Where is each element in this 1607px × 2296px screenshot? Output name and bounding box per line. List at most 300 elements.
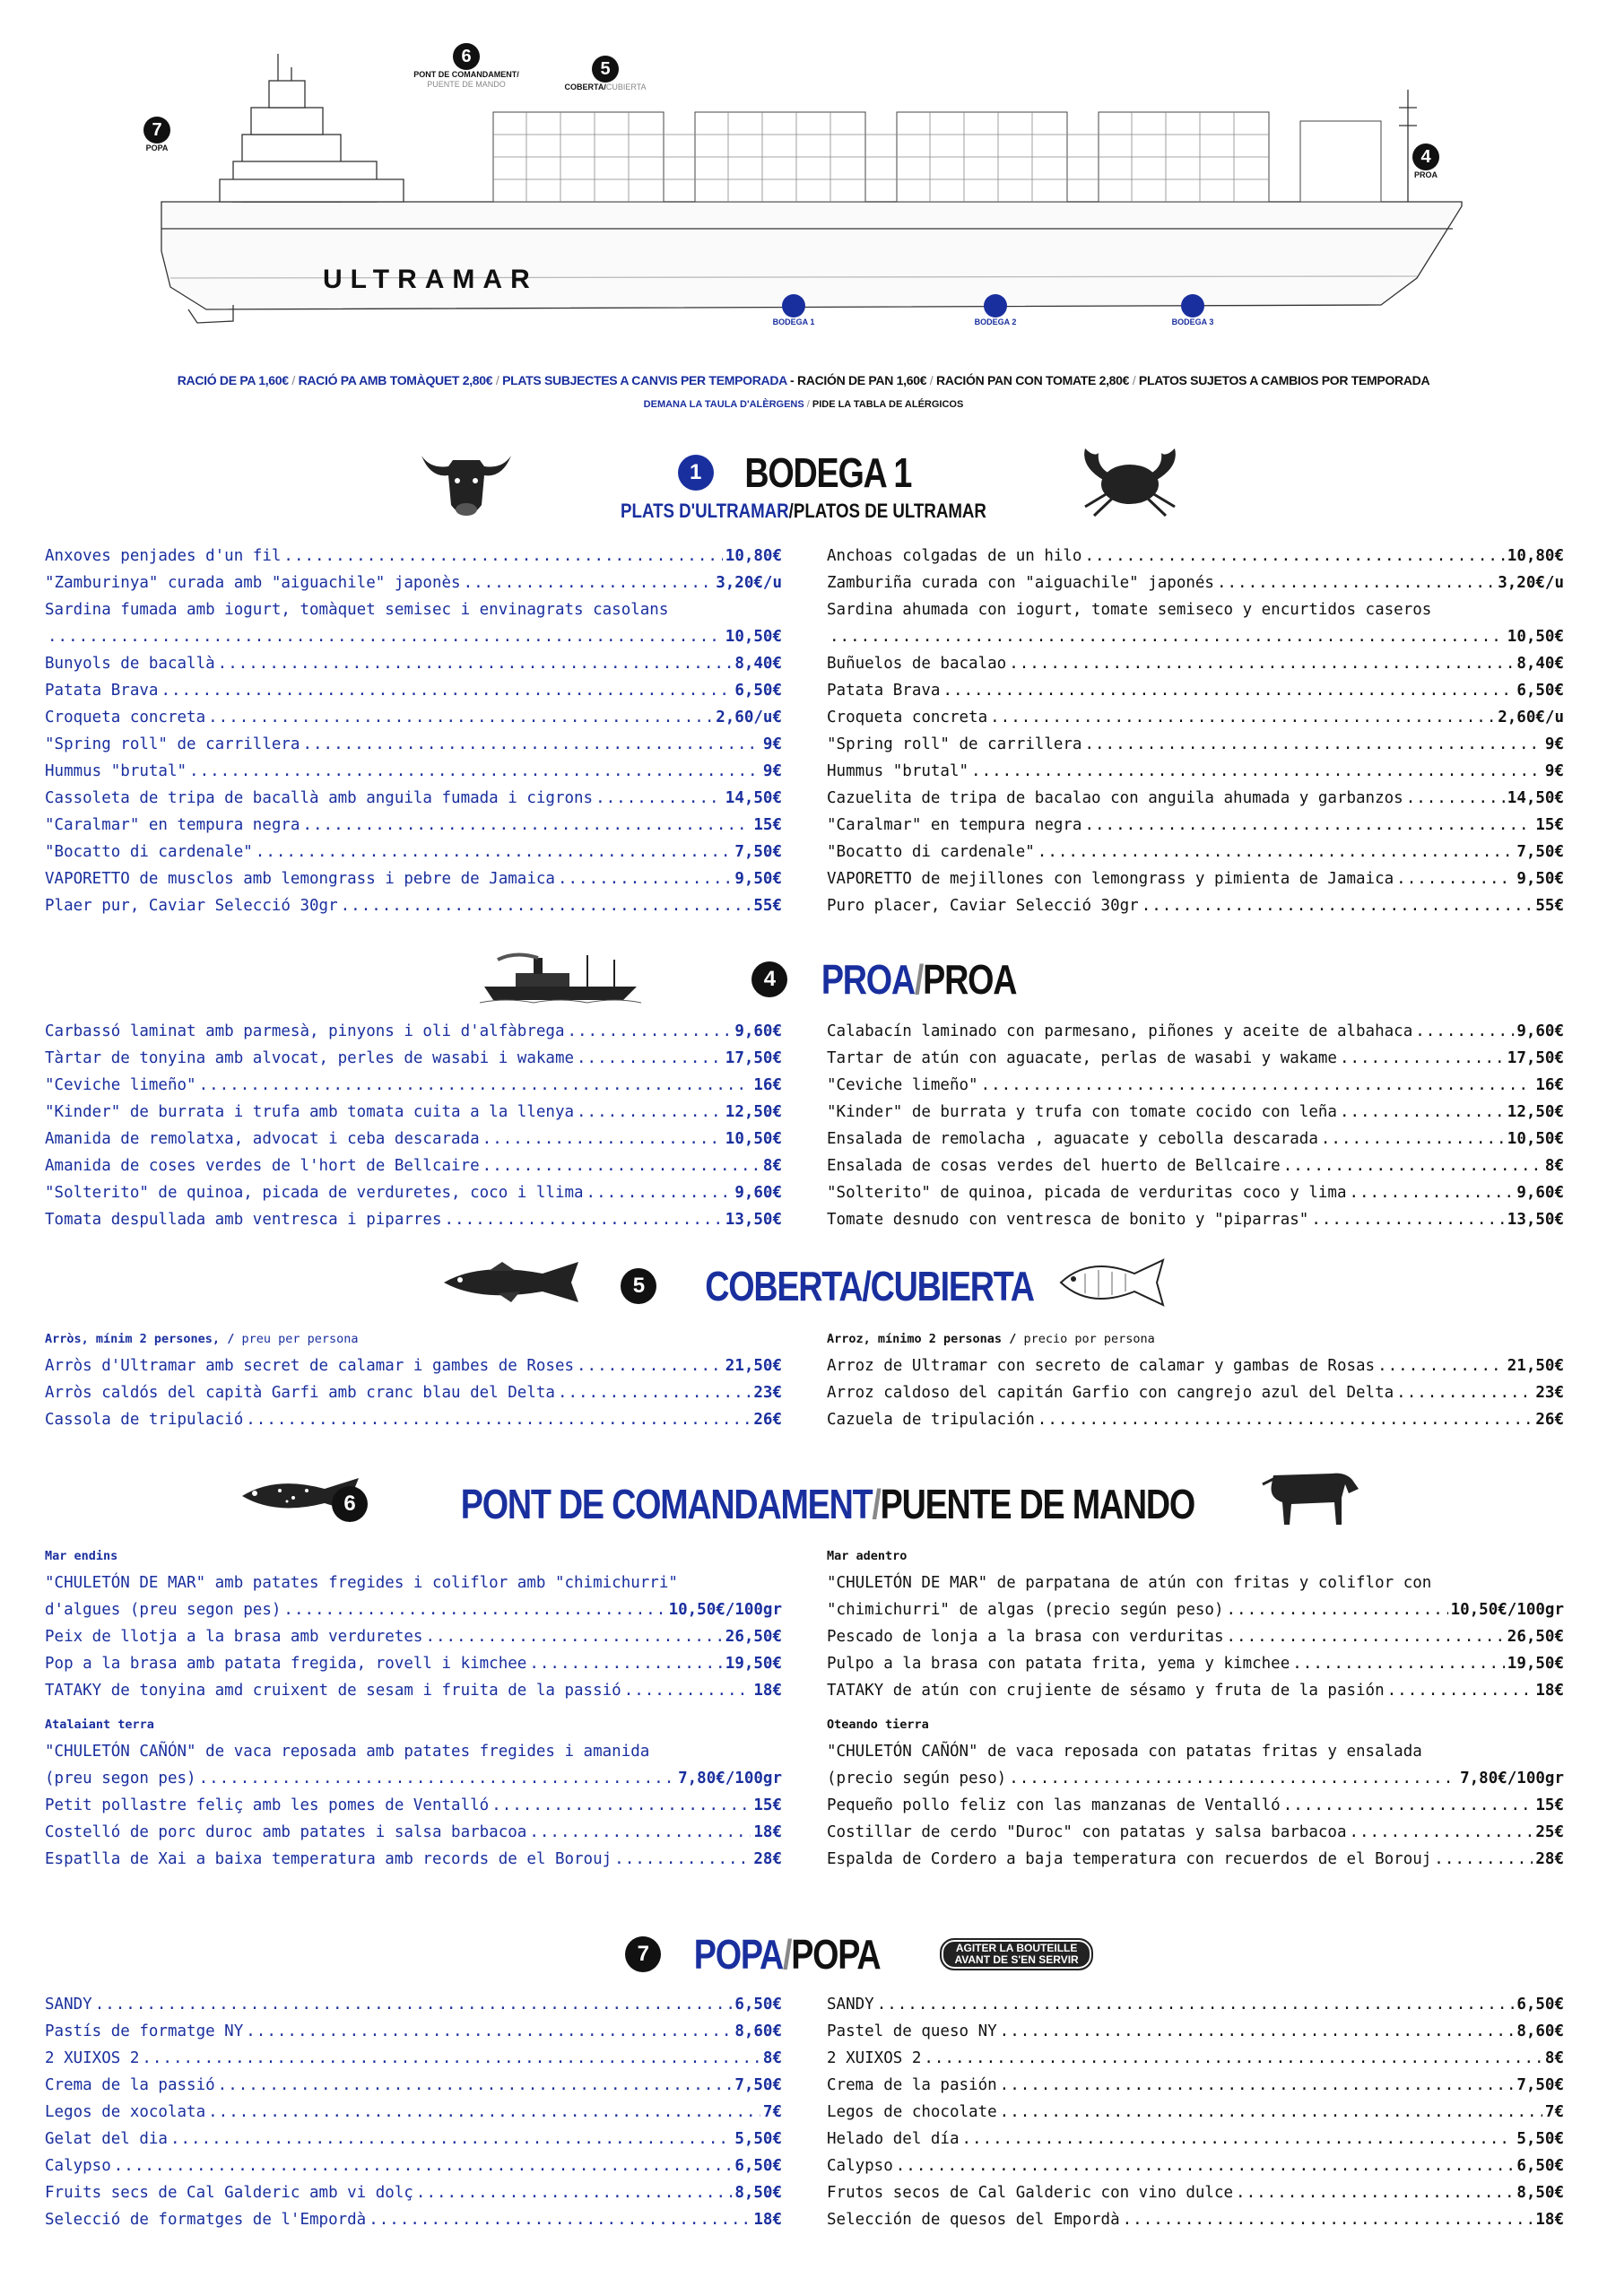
menu-items <box>827 1352 1564 1433</box>
title-text-es: PUENTE DE MANDO <box>880 1481 1195 1527</box>
item-price: 8,50€ <box>734 2184 782 2202</box>
item-name: "Bocatto di cardenale" <box>827 843 1035 861</box>
item-price: 10,50€/100gr <box>1450 1601 1564 1619</box>
item-price: 7,50€ <box>734 843 782 861</box>
menu-item <box>827 1352 1564 1379</box>
leader-dots <box>1084 812 1533 839</box>
menu-item <box>45 1596 782 1623</box>
leader-dots <box>1377 1352 1505 1379</box>
item-name: Costelló de porc duroc amb patates i salsa barbacoa <box>45 1823 527 1841</box>
item-name: Cassoleta de tripa de bacallà amb anguila fumada i cigrons <box>45 789 594 807</box>
leader-dots <box>1227 1623 1505 1650</box>
item-name: (preu segon pes) <box>45 1770 196 1787</box>
menu-item-line <box>827 1570 1564 1596</box>
menu-list-bodega-es <box>827 543 1564 919</box>
menu-item <box>827 1846 1564 1873</box>
menu-item <box>827 543 1564 570</box>
menu-item <box>45 543 782 570</box>
item-name: Pastís de formatge NY <box>45 2022 244 2040</box>
item-price: 8,60€ <box>1516 2022 1564 2040</box>
leader-dots <box>142 2045 760 2072</box>
section-header-pont <box>0 1480 1607 1528</box>
item-price: 10,50€ <box>1507 628 1564 646</box>
item-price: 8€ <box>762 2049 782 2067</box>
item-price: 55€ <box>1535 897 1564 915</box>
leader-dots <box>491 1792 751 1819</box>
menu-list-popa-es <box>827 1991 1564 2233</box>
item-name: 2 XUIXOS 2 <box>827 2049 922 2067</box>
menu-item <box>45 677 782 704</box>
menu-item <box>827 1045 1564 1072</box>
number-disc: 6 <box>453 43 480 70</box>
menu-item <box>827 2152 1564 2179</box>
item-name: Fruits secs de Cal Galderic amb vi dolç <box>45 2184 413 2202</box>
bread-notice: RACIÓ DE PA 1,60€ / RACIÓ PA AMB TOMÀQUET 2,80€ / PLATS SUBJECTES A CANVIS PER TEMPORADA - RACIÓN DE PAN 1,60€ / RACIÓN PAN CON TOMATE 2,80€ / PLATOS SUJETOS A CAMBIOS POR TEMPORADA <box>177 373 1430 387</box>
item-name: Calypso <box>827 2157 893 2175</box>
menu-item <box>45 2152 782 2179</box>
section-number: 6 <box>332 1486 368 1522</box>
item-name: Legos de chocolate <box>827 2103 997 2121</box>
item-price: 9€ <box>1544 762 1564 780</box>
leader-dots <box>529 1650 722 1677</box>
item-name: Espalda de Cordero a baja temperatura con recuerdos de el Borouj <box>827 1850 1432 1868</box>
leader-dots <box>529 1819 751 1846</box>
item-price: 6,50€ <box>734 682 782 700</box>
item-name: Tomate desnudo con ventresca de bonito y "piparras" <box>827 1211 1309 1229</box>
leader-dots <box>896 2152 1515 2179</box>
leader-dots <box>558 865 732 892</box>
label-text: BODEGA 2 <box>974 317 1017 326</box>
item-name: Arroz de Ultramar con secreto de calamar y gambas de Rosas <box>827 1357 1376 1375</box>
item-price: 15€ <box>753 816 782 834</box>
menu-items <box>45 1596 782 1704</box>
menu-item-line <box>827 1738 1564 1765</box>
menu-item <box>45 2179 782 2206</box>
item-name: Cazuelita de tripa de bacalao con anguila ahumada y garbanzos <box>827 789 1403 807</box>
menu-item <box>827 1677 1564 1704</box>
item-price: 23€ <box>1535 1384 1564 1402</box>
item-name: Plaer pur, Caviar Selecció 30gr <box>45 897 338 915</box>
item-price: 10,80€ <box>725 547 782 565</box>
menu-item <box>45 1623 782 1650</box>
menu-item <box>45 1352 782 1379</box>
item-name: "Caralmar" en tempura negra <box>827 816 1082 834</box>
item-price: 26€ <box>753 1411 782 1429</box>
leader-dots <box>1000 2099 1542 2126</box>
item-price: 28€ <box>1535 1850 1564 1868</box>
item-name: Pescado de lonja a la brasa con verduritas <box>827 1628 1224 1646</box>
item-name: Tàrtar de tonyina amb alvocat, perles de wasabi i wakame <box>45 1049 575 1067</box>
notice-part: RACIÓN DE PAN 1,60€ <box>796 373 927 387</box>
item-name: "Kinder" de burrata y trufa con tomate cocido con leña <box>827 1103 1337 1121</box>
leader-dots <box>624 1677 751 1704</box>
leader-dots <box>208 2099 760 2126</box>
item-name: Pop a la brasa amb patata fregida, rovell i kimchee <box>45 1655 527 1673</box>
menu-list-bodega-ca <box>45 543 782 919</box>
item-price: 8,60€ <box>734 2022 782 2040</box>
menu-item <box>827 892 1564 919</box>
menu-item <box>827 785 1564 812</box>
subtitle-es: PLATOS DE ULTRAMAR <box>793 500 986 522</box>
label-popa <box>143 117 170 153</box>
menu-item <box>827 865 1564 892</box>
item-price: 7€ <box>762 2103 782 2121</box>
item-price: 6,50€ <box>1516 2157 1564 2175</box>
menu-item <box>827 650 1564 677</box>
menu-item <box>45 731 782 758</box>
leader-dots <box>1396 1379 1533 1406</box>
leader-dots <box>464 570 714 596</box>
menu-item <box>827 1596 1564 1623</box>
leader-dots <box>218 650 733 677</box>
leader-dots <box>246 2018 732 2045</box>
item-price: 13,50€ <box>1507 1211 1564 1229</box>
item-name: Amanida de remolatxa, advocat i ceba descarada <box>45 1130 480 1148</box>
item-name: TATAKY de tonyina amd cruixent de sesam i fruita de la passió <box>45 1682 621 1700</box>
menu-item <box>827 1072 1564 1099</box>
item-price: 26€ <box>1535 1411 1564 1429</box>
item-name: "Ceviche limeño" <box>827 1076 978 1094</box>
notice-part: RACIÓ PA AMB TOMÀQUET 2,80€ <box>298 373 493 387</box>
menu-item <box>45 1991 782 2018</box>
leader-dots <box>1283 1152 1542 1179</box>
menu-item <box>827 758 1564 785</box>
item-price: 21,50€ <box>1507 1357 1564 1375</box>
menu-item <box>45 2045 782 2072</box>
leader-dots <box>161 677 732 704</box>
menu-item <box>827 2206 1564 2233</box>
leader-dots <box>199 1765 676 1792</box>
item-price: 7,50€ <box>1516 843 1564 861</box>
subheading-text: Arròs, mínim 2 persones, / <box>45 1332 235 1346</box>
leader-dots <box>1415 1018 1514 1045</box>
leader-dots <box>1123 2206 1533 2233</box>
number-disc: 2 <box>984 294 1007 317</box>
menu-item-line <box>45 1570 782 1596</box>
leader-dots <box>577 1045 723 1072</box>
menu-item <box>827 1623 1564 1650</box>
menu-item <box>827 2045 1564 2072</box>
item-price: 8,50€ <box>1516 2184 1564 2202</box>
menu-item <box>827 2126 1564 2152</box>
item-name: "Solterito" de quinoa, picada de verduritas coco y lima <box>827 1184 1347 1202</box>
leader-dots <box>942 677 1514 704</box>
leader-dots <box>990 704 1495 731</box>
menu-item <box>827 2179 1564 2206</box>
subheading-note: preu per persona <box>234 1332 359 1346</box>
menu-item <box>45 1846 782 1873</box>
item-name: "Zamburinya" curada amb "aiguachile" japonès <box>45 574 461 592</box>
leader-dots <box>1434 1846 1533 1873</box>
leader-dots <box>114 2152 733 2179</box>
item-price: 9,60€ <box>734 1184 782 1202</box>
item-price: 12,50€ <box>725 1103 782 1121</box>
leader-dots <box>1292 1650 1505 1677</box>
menu-item <box>827 1126 1564 1152</box>
menu-item <box>827 1819 1564 1846</box>
item-name: Petit pollastre feliç amb les pomes de Ventalló <box>45 1796 490 1814</box>
ship-illustration <box>135 36 1480 332</box>
leader-dots <box>425 1623 722 1650</box>
menu-item <box>45 1650 782 1677</box>
item-price: 9€ <box>762 762 782 780</box>
item-name: Anxoves penjades d'un fil <box>45 547 282 565</box>
number-disc: 1 <box>782 294 805 317</box>
leader-dots <box>1009 1765 1457 1792</box>
item-price: 7,80€/100gr <box>1460 1770 1564 1787</box>
leader-dots <box>1000 2018 1515 2045</box>
label-pont <box>404 43 529 90</box>
leader-dots <box>1283 1792 1533 1819</box>
item-price: 18€ <box>753 1823 782 1841</box>
item-price: 7,50€ <box>734 2076 782 2094</box>
menu-item <box>827 731 1564 758</box>
item-price: 25€ <box>1535 1823 1564 1841</box>
item-name: Costillar de cerdo "Duroc" con patatas y salsa barbacoa <box>827 1823 1347 1841</box>
item-price: 17,50€ <box>1507 1049 1564 1067</box>
notice-part: RACIÓN PAN CON TOMATE 2,80€ <box>935 373 1130 387</box>
item-price: 18€ <box>753 2211 782 2229</box>
menu-item <box>45 1126 782 1152</box>
leader-dots <box>924 2045 1542 2072</box>
item-name: Croqueta concreta <box>827 709 988 726</box>
item-name: Croqueta concreta <box>45 709 206 726</box>
item-name: Calabacín laminado con parmesano, piñones y aceite de albahaca <box>827 1022 1413 1040</box>
title-text: BODEGA 1 <box>744 449 911 496</box>
item-name: "Spring roll" de carrillera <box>827 735 1082 753</box>
item-price: 10,50€ <box>725 628 782 646</box>
item-price: 2,60/u€ <box>716 709 782 726</box>
leader-dots <box>199 1072 751 1099</box>
label-text: PONT DE COMANDAMENT/ <box>413 70 519 79</box>
leader-dots <box>1236 2179 1514 2206</box>
item-name: Puro placer, Caviar Selecció 30gr <box>827 897 1139 915</box>
item-name: Espatlla de Xai a baixa temperatura amb records de el Borouj <box>45 1850 612 1868</box>
item-name: Anchoas colgadas de un hilo <box>827 547 1082 565</box>
label-bodega1 <box>762 294 825 327</box>
section-title <box>744 448 911 497</box>
menu-item <box>45 785 782 812</box>
title-text: COBERTA/CUBIERTA <box>705 1263 1035 1309</box>
subtitle-ca: PLATS D'ULTRAMAR <box>621 500 789 522</box>
section-title <box>706 1262 1035 1310</box>
leader-dots <box>445 1206 723 1233</box>
section-subtitle-bodega: PLATS D'ULTRAMAR/PLATOS DE ULTRAMAR <box>621 500 986 522</box>
section-header-bodega <box>0 448 1607 497</box>
item-name: "CHULETÓN CAÑÓN" de vaca reposada con patatas fritas y ensalada <box>827 1743 1422 1761</box>
item-name: Crema de la passió <box>45 2076 215 2094</box>
item-price: 15€ <box>753 1796 782 1814</box>
item-name: "CHULETÓN DE MAR" amb patates fregides i coliflor amb "chimichurri" <box>45 1574 678 1592</box>
item-name: Peix de llotja a la brasa amb verduretes <box>45 1628 423 1646</box>
bottle-stamp <box>940 1938 1092 1970</box>
leader-dots <box>577 1352 723 1379</box>
subheading-sea: Mar adentro <box>827 1549 908 1563</box>
leader-dots <box>1406 785 1505 812</box>
item-name: "Solterito" de quinoa, picada de verduretes, coco i llima <box>45 1184 584 1202</box>
leader-dots <box>1227 1596 1448 1623</box>
menu-item <box>45 1045 782 1072</box>
leader-dots <box>877 1991 1515 2018</box>
item-name: Hummus "brutal" <box>827 762 969 780</box>
item-name: (precio según peso) <box>827 1770 1007 1787</box>
item-price: 13,50€ <box>725 1211 782 1229</box>
label-bodega3 <box>1161 294 1224 327</box>
menu-items <box>45 1765 782 1873</box>
item-price: 8€ <box>1544 2049 1564 2067</box>
subheading-text: Arroz, mínimo 2 personas / <box>827 1332 1017 1346</box>
item-price: 9€ <box>762 735 782 753</box>
item-name: Cazuela de tripulación <box>827 1411 1035 1429</box>
stamp-line: AGITER LA BOUTEILLE <box>955 1942 1078 1954</box>
item-name: "CHULETÓN DE MAR" de parpatana de atún con fritas y coliflor con <box>827 1574 1432 1592</box>
leader-dots <box>1387 1677 1533 1704</box>
menu-list-pont-es <box>827 1543 1564 1873</box>
menu-item <box>45 2126 782 2152</box>
item-name: Gelat del dia <box>45 2130 168 2148</box>
leader-dots <box>256 839 733 865</box>
label-sub: CUBIERTA <box>605 83 647 91</box>
notice-part: RACIÓ DE PA 1,60€ <box>177 373 289 387</box>
item-name: Arroz caldoso del capitán Garfio con cangrejo azul del Delta <box>827 1384 1394 1402</box>
menu-item <box>827 1765 1564 1792</box>
leader-dots <box>830 623 1505 650</box>
menu-item <box>45 1179 782 1206</box>
item-price: 6,50€ <box>734 1996 782 2013</box>
item-name: Ensalada de cosas verdes del huerto de Bellcaire <box>827 1157 1281 1175</box>
section-header-coberta <box>0 1262 1607 1310</box>
menu-item <box>45 2099 782 2126</box>
menu-item <box>45 1406 782 1433</box>
menu-item <box>827 570 1564 596</box>
leader-dots <box>170 2126 732 2152</box>
title-text-es: POPA <box>791 1931 881 1978</box>
item-name: "Kinder" de burrata i trufa amb tomata cuita a la llenya <box>45 1103 575 1121</box>
menu-item <box>827 812 1564 839</box>
leader-dots <box>577 1099 723 1126</box>
item-name: VAPORETTO de mejillones con lemongrass y pimienta de Jamaica <box>827 870 1394 888</box>
notice-part: PLATOS SUJETOS A CAMBIOS POR TEMPORADA <box>1138 373 1430 387</box>
menu-item <box>45 650 782 677</box>
menu-list-proa-es <box>827 1018 1564 1233</box>
title-text-es: PROA <box>923 956 1017 1003</box>
item-price: 10,50€ <box>725 1130 782 1148</box>
item-price: 15€ <box>1535 816 1564 834</box>
menu-list-coberta-es <box>827 1326 1564 1433</box>
leader-dots <box>1349 1179 1514 1206</box>
item-price: 6,50€ <box>1516 1996 1564 2013</box>
menu-list-popa-ca <box>45 1991 782 2233</box>
leader-dots <box>416 2179 732 2206</box>
leader-dots <box>1142 892 1533 919</box>
leader-dots <box>1340 1099 1505 1126</box>
item-price: 3,20€/u <box>1498 574 1564 592</box>
item-name: "Spring roll" de carrillera <box>45 735 300 753</box>
label-text: PROA <box>1413 170 1438 179</box>
item-price: 8€ <box>762 1157 782 1175</box>
number-disc: 5 <box>592 56 619 83</box>
item-price: 9,50€ <box>734 870 782 888</box>
item-name: Frutos secos de Cal Galderic con vino dulce <box>827 2184 1234 2202</box>
item-price: 9€ <box>1544 735 1564 753</box>
section-number: 5 <box>621 1268 656 1304</box>
menu-item <box>45 2206 782 2233</box>
rice-subheading <box>45 1326 782 1352</box>
item-name: Arròs d'Ultramar amb secret de calamar i gambes de Roses <box>45 1357 575 1375</box>
subheading-note: precio por persona <box>1016 1332 1155 1346</box>
menu-item <box>45 1379 782 1406</box>
menu-item <box>827 623 1564 650</box>
leader-dots <box>208 704 713 731</box>
item-name: Selecció de formatges de l'Empordà <box>45 2211 367 2229</box>
menu-item <box>45 758 782 785</box>
stamp-line: AVANT DE S'EN SERVIR <box>954 1953 1079 1966</box>
subheading-land: Oteando tierra <box>827 1718 929 1732</box>
menu-items <box>827 1596 1564 1704</box>
item-name: Buñuelos de bacalao <box>827 655 1007 673</box>
item-name: Pequeño pollo feliz con las manzanas de Ventalló <box>827 1796 1281 1814</box>
menu-item <box>45 892 782 919</box>
section-title: PONT DE COMANDAMENT/PUENTE DE MANDO <box>460 1481 1195 1527</box>
item-price: 26,50€ <box>725 1628 782 1646</box>
menu-item <box>827 677 1564 704</box>
menu-item <box>827 1018 1564 1045</box>
leader-dots <box>614 1846 751 1873</box>
item-name: Tartar de atún con aguacate, perlas de wasabi y wakame <box>827 1049 1337 1067</box>
item-price: 28€ <box>753 1850 782 1868</box>
menu-item <box>45 1677 782 1704</box>
item-name: Amanida de coses verdes de l'hort de Bellcaire <box>45 1157 480 1175</box>
menu-item <box>45 1072 782 1099</box>
menu-item <box>827 1179 1564 1206</box>
leader-dots <box>567 1018 732 1045</box>
menu-item <box>45 1819 782 1846</box>
menu-item <box>827 839 1564 865</box>
item-price: 9,60€ <box>734 1022 782 1040</box>
allergens-notice: DEMANA LA TAULA D'ALÈRGENS / PIDE LA TABLA DE ALÉRGICOS <box>643 399 964 410</box>
leader-dots <box>341 892 751 919</box>
item-name: Sardina ahumada con iogurt, tomate semiseco y encurtidos caseros <box>827 601 1432 619</box>
menu-item <box>827 1379 1564 1406</box>
item-price: 10,80€ <box>1507 547 1564 565</box>
menu-item <box>45 2018 782 2045</box>
leader-dots <box>586 1179 733 1206</box>
menu-item <box>45 1206 782 1233</box>
item-name: Sardina fumada amb iogurt, tomàquet semisec i envinagrats casolans <box>45 601 669 619</box>
menu-item <box>827 1152 1564 1179</box>
item-price: 8,40€ <box>1516 655 1564 673</box>
section-title: POPA/POPA <box>694 1931 881 1978</box>
item-name: "Ceviche limeño" <box>45 1076 196 1094</box>
notice-part: PLATS SUBJECTES A CANVIS PER TEMPORADA <box>502 373 787 387</box>
item-name: Arròs caldós del capità Garfi amb cranc blau del Delta <box>45 1384 555 1402</box>
item-price: 19,50€ <box>725 1655 782 1673</box>
item-name: Tomata despullada amb ventresca i piparres <box>45 1211 442 1229</box>
item-name: Calypso <box>45 2157 111 2175</box>
item-price: 7,80€/100gr <box>678 1770 782 1787</box>
label-text: BODEGA 1 <box>772 317 815 326</box>
item-price: 23€ <box>753 1384 782 1402</box>
leader-dots <box>595 785 723 812</box>
item-name: SANDY <box>827 1996 874 2013</box>
title-text-ca: PONT DE COMANDAMENT <box>460 1481 873 1527</box>
leader-dots <box>283 1596 665 1623</box>
leader-dots <box>189 758 760 785</box>
item-name: Cassola de tripulació <box>45 1411 244 1429</box>
item-price: 8€ <box>1544 1157 1564 1175</box>
item-name: "Bocatto di cardenale" <box>45 843 253 861</box>
menu-item <box>827 2072 1564 2099</box>
